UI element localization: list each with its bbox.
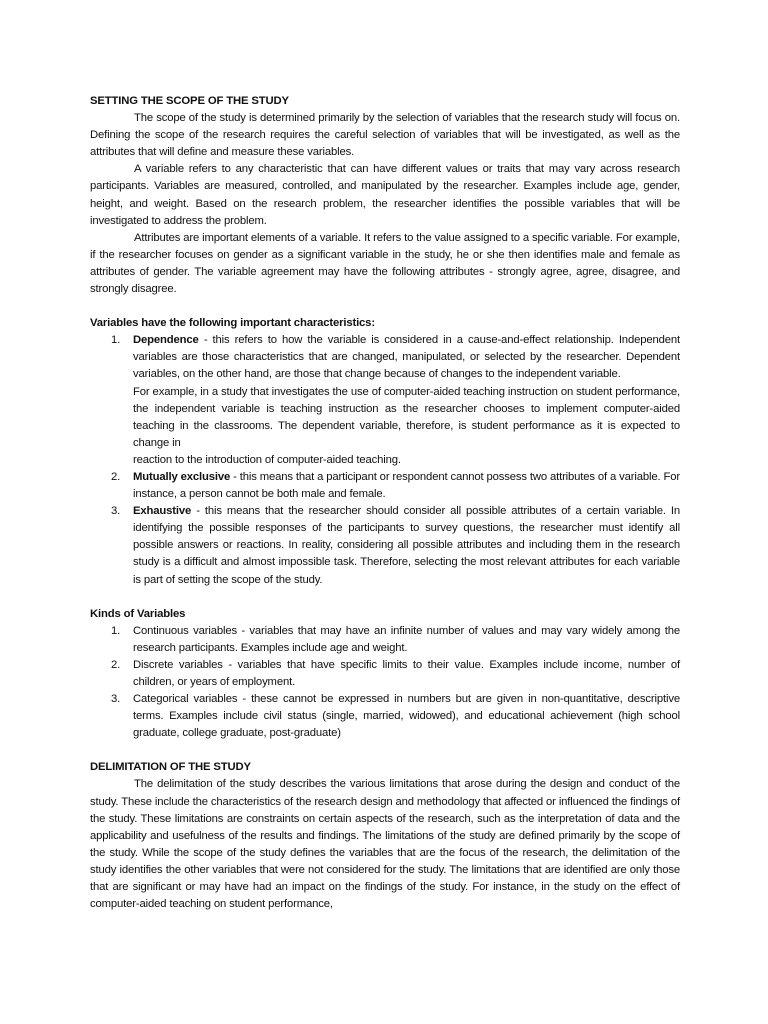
dependence-example-end: reaction to the introduction of computer-aided teaching. bbox=[133, 453, 401, 466]
list-item-text: - this refers to how the variable is considered in a cause-and-effect relationship. Independent variables are those characteristics that are changed, manipulated, or selected by the researcher. Dependent variables, on the other hand, are those that change because of changes to the independent variable. bbox=[133, 334, 680, 381]
list-number: 1. bbox=[111, 334, 121, 347]
section-heading-scope: SETTING THE SCOPE OF THE STUDY bbox=[90, 95, 289, 107]
spacer bbox=[90, 589, 680, 606]
section-heading-kinds: Kinds of Variables bbox=[90, 607, 186, 620]
scope-paragraph-3: Attributes are important elements of a variable. It refers to the value assigned to a specific variable. For example, if the researcher focuses on gender as a significant variable in the study, he or she then identifies male and female as attributes of gender. The variable agreement may have the following attributes - strongly agree, agree, disagree, and strongly disagree. bbox=[90, 231, 680, 296]
list-item bbox=[90, 657, 680, 691]
list-item-text: Continuous variables - variables that may have an infinite number of values and may vary widely among the research participants. Examples include age and weight. bbox=[133, 624, 680, 654]
list-number: 3. bbox=[111, 693, 121, 706]
characteristics-list bbox=[90, 332, 680, 588]
list-item bbox=[90, 623, 680, 657]
term-mutually-exclusive: Mutually exclusive bbox=[133, 470, 231, 483]
list-item-text: Categorical variables - these cannot be expressed in numbers but are given in non-quantitative, descriptive terms. Examples include civil status (single, married, widowed), and educational achievement (high school graduate, college graduate, post-graduate) bbox=[133, 693, 680, 740]
kinds-list bbox=[90, 623, 680, 743]
scope-paragraph-1: The scope of the study is determined primarily by the selection of variables that the research study will focus on. Defining the scope of the research requires the careful selection of variables that will be investigated, as well as the attributes that will define and measure these variables. bbox=[90, 112, 680, 159]
list-number: 3. bbox=[111, 505, 121, 518]
list-number: 1. bbox=[111, 624, 121, 637]
scope-paragraph-2: A variable refers to any characteristic that can have different values or traits that may vary across research participants. Variables are measured, controlled, and manipulated by the researcher. Examples include age, gender, height, and weight. Based on the research problem, the researcher identifies the possible variables that will be investigated to address the problem. bbox=[90, 163, 680, 227]
term-exhaustive: Exhaustive bbox=[133, 505, 192, 518]
list-item-text: Discrete variables - variables that have specific limits to their value. Examples include income, number of children, or years of employment. bbox=[133, 658, 680, 688]
dependence-example: For example, in a study that investigates the use of computer-aided teaching instruction on student performance, the independent variable is teaching instruction as the researcher chooses to implement computer-aided teaching in the classrooms. The dependent variable, therefore, is student performance as it is expected to change in bbox=[133, 385, 680, 449]
list-item-text: - this means that a participant or respondent cannot possess two attributes of a variable. For instance, a person cannot be both male and female. bbox=[133, 470, 680, 501]
list-item bbox=[90, 332, 680, 469]
list-item bbox=[90, 503, 680, 588]
delimitation-paragraph-1: The delimitation of the study describes the various limitations that arose during the design and conduct of the study. These include the characteristics of the research design and methodology that affected or influenced the findings of the study. These limitations are constraints on certain aspects of the research, such as the interpretation of data and the applicability and usefulness of the results and findings. The limitations of the study are defined primarily by the scope of the study. While the scope of the study defines the variables that are the focus of the research, the delimitation of the study identifies the other variables that were not considered for the study. The limitations that are identified are only those that are significant or may have had an impact on the findings of the study. For instance, in the study on the effect of computer-aided teaching on student performance, bbox=[90, 778, 680, 911]
section-heading-delimitation: DELIMITATION OF THE STUDY bbox=[90, 761, 251, 774]
list-item-text: - this means that the researcher should consider all possible attributes of a certain variable. In identifying the possible responses of the participants to survey questions, the researcher must identify all possible answers or reactions. In reality, considering all possible attributes and including them in the research study is a difficult and almost impossible task. Therefore, selecting the most relevant attributes for each variable is part of setting the scope of the study. bbox=[133, 505, 680, 586]
list-item bbox=[90, 691, 680, 742]
list-number: 2. bbox=[111, 658, 121, 671]
spacer bbox=[90, 298, 680, 315]
spacer bbox=[90, 742, 680, 759]
section-heading-characteristics: Variables have the following important characteristics: bbox=[90, 317, 375, 330]
list-number: 2. bbox=[111, 470, 121, 483]
term-dependence: Dependence bbox=[133, 334, 199, 347]
list-item bbox=[90, 469, 680, 503]
